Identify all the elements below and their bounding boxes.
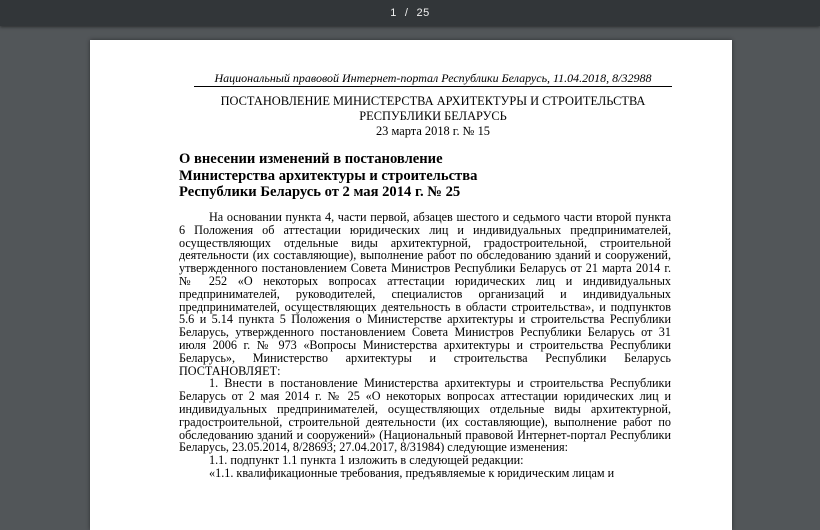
paragraph: На основании пункта 4, части первой, абзацев шестого и седьмого части второй пункта 6 Положения об аттестации юридических лиц и индивидуальных предпринимателей, осуществляющих отдельные виды архитектурной, градостроительной, строительной деятельности (их составляющие), выполнение работ по обследованию зданий и сооружений, утвержденного постановлением Совета Министров Республики Беларусь от 21 марта 2014 г. № 252 «О некоторых вопросах аттестации юридических лиц и индивидуальных предпринимателей, руководителей, специалистов организаций и индивидуальных предпринимателей, осуществляющих деятельность в области строительства», и подпунктов 5.6 и 5.14 пункта 5 Положения о Министерстве архитектуры и строительства Республики Беларусь, утвержденного постановлением Совета Министров Республики Беларусь от 31 июля 2006 г. № 973 «Вопросы Министерства архитектуры и строительства Республики Беларусь», Министерство архитектуры и строительства Республики Беларусь ПОСТАНОВЛЯЕТ: bbox=[179, 210, 671, 378]
portal-header: Национальный правовой Интернет-портал Республики Беларусь, 11.04.2018, 8/32988 bbox=[214, 71, 652, 85]
title-line: О внесении изменений в постановление bbox=[179, 151, 443, 167]
date-line: 23 марта 2018 г. № 15 bbox=[375, 124, 490, 138]
title-line: Республики Беларусь от 2 мая 2014 г. № 25 bbox=[179, 184, 461, 200]
total-pages: 25 bbox=[416, 7, 430, 19]
heading-line: ПОСТАНОВЛЕНИЕ МИНИСТЕРСТВА АРХИТЕКТУРЫ И СТРОИТЕЛЬСТВА bbox=[220, 94, 646, 108]
paragraph: 1.1. подпункт 1.1 пункта 1 изложить в следующей редакции: bbox=[209, 453, 524, 468]
document-title bbox=[179, 151, 679, 201]
page-separator: / bbox=[404, 7, 409, 19]
heading-line: РЕСПУБЛИКИ БЕЛАРУСЬ bbox=[359, 109, 507, 123]
document-body bbox=[179, 211, 671, 480]
resolution-heading bbox=[194, 94, 672, 139]
paragraph: 1. Внести в постановление Министерства архитектуры и строительства Республики Беларусь от 2 мая 2014 г. № 25 «О некоторых вопросах аттестации юридических лиц и индивидуальных предпринимателей, осуществляющих отдельные виды архитектурной, градостроительной, строительной деятельности (их составляющие), выполнение работ по обследованию зданий и сооружений» (Национальный правовой Интернет-портал Республики Беларусь, 23.05.2014, 8/28693; 27.04.2017, 8/31984) следующие изменения: bbox=[179, 376, 671, 455]
page-indicator bbox=[390, 7, 429, 19]
pdf-toolbar bbox=[0, 0, 820, 26]
title-line: Министерства архитектуры и строительства bbox=[179, 167, 478, 184]
header-rule bbox=[194, 86, 672, 87]
paragraph: «1.1. квалификационные требования, предъявляемые к юридическим лицам и bbox=[209, 465, 615, 480]
current-page-number[interactable]: 1 bbox=[390, 7, 397, 19]
document-page bbox=[90, 40, 732, 530]
